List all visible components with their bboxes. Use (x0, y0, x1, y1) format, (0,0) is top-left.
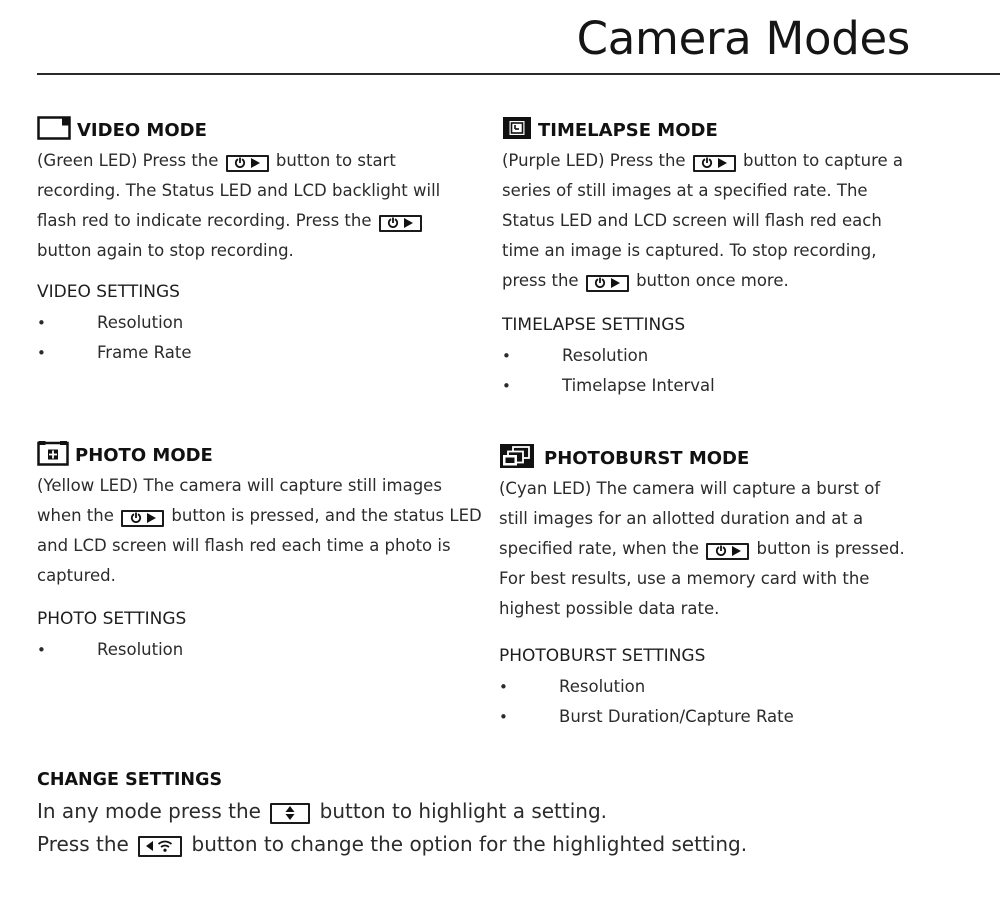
timelapse-text-3: button once more. (636, 271, 789, 290)
timelapse-settings-list (502, 341, 927, 401)
photoburst-text-1: (Cyan LED) The camera will capture a burst of still images for an allotted duration and at a specified rate, when the (499, 479, 881, 558)
video-text-1: (Green LED) Press the (37, 151, 219, 170)
photo-mode-description (37, 471, 482, 591)
photoburst-mode-heading: PHOTOBURST MODE (544, 447, 750, 469)
change-text-2b: button to change the option for the highlighted setting. (191, 832, 748, 856)
up-down-arrow-button-icon (270, 803, 310, 824)
photo-text-2: button is pressed, and the status LED and LCD screen will flash red each time a photo is captured. (37, 506, 482, 585)
photo-mode-section (37, 442, 482, 665)
list-item: • Resolution (502, 341, 927, 371)
power-play-button-icon (586, 275, 629, 292)
photo-mode-heading: PHOTO MODE (75, 444, 213, 466)
list-item: • Burst Duration/Capture Rate (499, 702, 919, 732)
timelapse-text-2: button to capture a series of still images at a specified rate. The Status LED and LCD screen will flash red each time an image is captured. To stop recording, press the (502, 151, 904, 290)
photoburst-settings-title: PHOTOBURST SETTINGS (499, 646, 706, 666)
power-play-button-icon (121, 510, 164, 527)
change-settings-heading: CHANGE SETTINGS (37, 770, 223, 790)
back-wifi-button-icon (138, 836, 182, 857)
change-settings-line-2 (37, 828, 937, 861)
photoburst-mode-section (499, 445, 919, 732)
title-divider (37, 73, 1000, 75)
change-settings-line-1 (37, 795, 937, 828)
video-text-3: button again to stop recording. (37, 241, 294, 260)
timelapse-mode-description (502, 146, 920, 296)
timelapse-settings-title: TIMELAPSE SETTINGS (502, 315, 686, 335)
change-text-2a: Press the (37, 832, 129, 856)
photo-mode-header (37, 442, 482, 468)
power-play-button-icon (379, 215, 422, 232)
photoburst-mode-icon (499, 443, 535, 474)
list-item: • Timelapse Interval (502, 371, 927, 401)
timelapse-mode-section (502, 117, 927, 401)
video-mode-description (37, 146, 467, 266)
video-settings-title: VIDEO SETTINGS (37, 282, 180, 302)
video-text-2: button to start recording. The Status LED and LCD backlight will flash red to indicate recording. Press the (37, 151, 441, 230)
video-settings-list (37, 308, 477, 368)
photo-mode-icon (37, 440, 69, 471)
timelapse-text-1: (Purple LED) Press the (502, 151, 686, 170)
page-title: Camera Modes (576, 12, 910, 65)
power-play-button-icon (226, 155, 269, 172)
photo-settings-list (37, 635, 482, 665)
video-mode-heading: VIDEO MODE (77, 119, 207, 141)
video-mode-icon (37, 116, 71, 145)
list-item: • Resolution (499, 672, 919, 702)
timelapse-mode-icon (502, 116, 532, 145)
change-settings-section (37, 767, 937, 861)
photoburst-mode-description (499, 474, 909, 624)
list-item: • Resolution (37, 308, 477, 338)
photo-text-1: (Yellow LED) The camera will capture still images when the (37, 476, 442, 525)
video-mode-header (37, 117, 477, 143)
change-text-1b: button to highlight a setting. (319, 799, 608, 823)
photoburst-mode-header (499, 445, 919, 471)
timelapse-mode-header (502, 117, 927, 143)
power-play-button-icon (706, 543, 749, 560)
photo-settings-title: PHOTO SETTINGS (37, 609, 187, 629)
photoburst-settings-list (499, 672, 919, 732)
list-item: • Resolution (37, 635, 482, 665)
timelapse-mode-heading: TIMELAPSE MODE (538, 119, 718, 141)
power-play-button-icon (693, 155, 736, 172)
list-item: • Frame Rate (37, 338, 477, 368)
video-mode-section (37, 117, 477, 368)
photoburst-text-2: button is pressed. For best results, use a memory card with the highest possible data rate. (499, 539, 905, 618)
change-text-1a: In any mode press the (37, 799, 261, 823)
